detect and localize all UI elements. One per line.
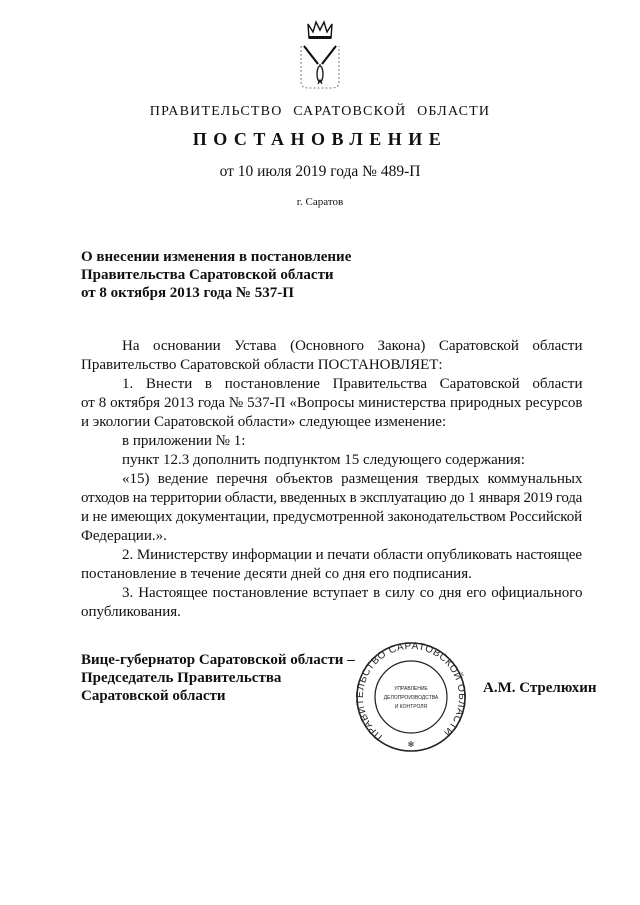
body-line-text: в приложении № 1: <box>122 433 246 449</box>
body-line <box>81 356 583 375</box>
body-line <box>81 394 583 413</box>
saratov-coat-of-arms-emblem <box>296 18 344 95</box>
body-line-text: опубликования. <box>81 604 181 620</box>
body-line-text: 3. Настоящее постановление вступает в силу со дня его официального <box>122 585 583 601</box>
body-line-text: и не имеющих документации, предусмотренной законодательством Российской <box>81 509 582 525</box>
document-city: г. Саратов <box>296 196 344 208</box>
body-line-text: пункт 12.3 дополнить подпунктом 15 следующего содержания: <box>122 452 525 468</box>
body-line-text: Правительство Саратовской области ПОСТАНОВЛЯЕТ: <box>81 357 443 373</box>
position-line: Вице-губернатор Саратовской области – <box>81 652 355 668</box>
body-line <box>81 375 583 394</box>
signatory-name: А.М. Стрелюхин <box>483 680 597 696</box>
signatory-position <box>81 651 355 705</box>
body-line-text: отходов на территории области, введенных в эксплуатацию до 1 января 2019 года <box>81 490 582 506</box>
stamp-inner-line: И КОНТРОЛЯ <box>394 704 428 710</box>
position-line: Председатель Правительства <box>81 670 282 686</box>
stamp-inner-line: УПРАВЛЕНИЕ <box>394 686 428 692</box>
body-line-text: постановление в течение десяти дней со дня его подписания. <box>81 566 472 582</box>
official-seal-stamp <box>356 640 466 760</box>
body-line <box>81 413 583 432</box>
stamp-inner-line: ДЕЛОПРОИЗВОДСТВА <box>383 695 439 701</box>
body-line-text: от 8 октября 2013 года № 537-П «Вопросы министерства природных ресурсов <box>81 395 583 411</box>
body-line <box>81 432 583 451</box>
document-date-number: от 10 июля 2019 года № 489-П <box>219 163 421 180</box>
body-line <box>81 527 583 546</box>
body-line <box>81 508 583 527</box>
body-line-text: На основании Устава (Основного Закона) Саратовской области <box>122 338 583 354</box>
body-line-text: Федерации.». <box>81 528 167 544</box>
body-line <box>81 584 583 603</box>
stamp-outer-text: ПРАВИТЕЛЬСТВО САРАТОВСКОЙ ОБЛАСТИ <box>356 640 466 743</box>
body-line <box>81 337 583 356</box>
body-line <box>81 489 583 508</box>
document-type-title: ПОСТАНОВЛЕНИЕ <box>192 129 448 149</box>
body-line <box>81 451 583 470</box>
document-body <box>81 337 583 622</box>
body-line <box>81 546 583 565</box>
body-line <box>81 470 583 489</box>
stamp-star-icon: ✻ <box>407 740 415 749</box>
body-line-text: «15) ведение перечня объектов размещения твердых коммунальных <box>122 471 583 487</box>
body-line <box>81 603 583 622</box>
body-line <box>81 565 583 584</box>
subject-line: Правительства Саратовской области <box>81 267 334 283</box>
government-name: ПРАВИТЕЛЬСТВО САРАТОВСКОЙ ОБЛАСТИ <box>149 104 491 119</box>
subject-line: О внесении изменения в постановление <box>81 249 352 265</box>
subject-line: от 8 октября 2013 года № 537-П <box>81 285 294 301</box>
body-line-text: 2. Министерству информации и печати области опубликовать настоящее <box>122 547 582 563</box>
body-line-text: 1. Внести в постановление Правительства Саратовской области <box>122 376 583 392</box>
document-subject <box>81 248 351 302</box>
body-line-text: и экологии Саратовской области» следующее изменение: <box>81 414 447 430</box>
position-line: Саратовской области <box>81 688 226 704</box>
